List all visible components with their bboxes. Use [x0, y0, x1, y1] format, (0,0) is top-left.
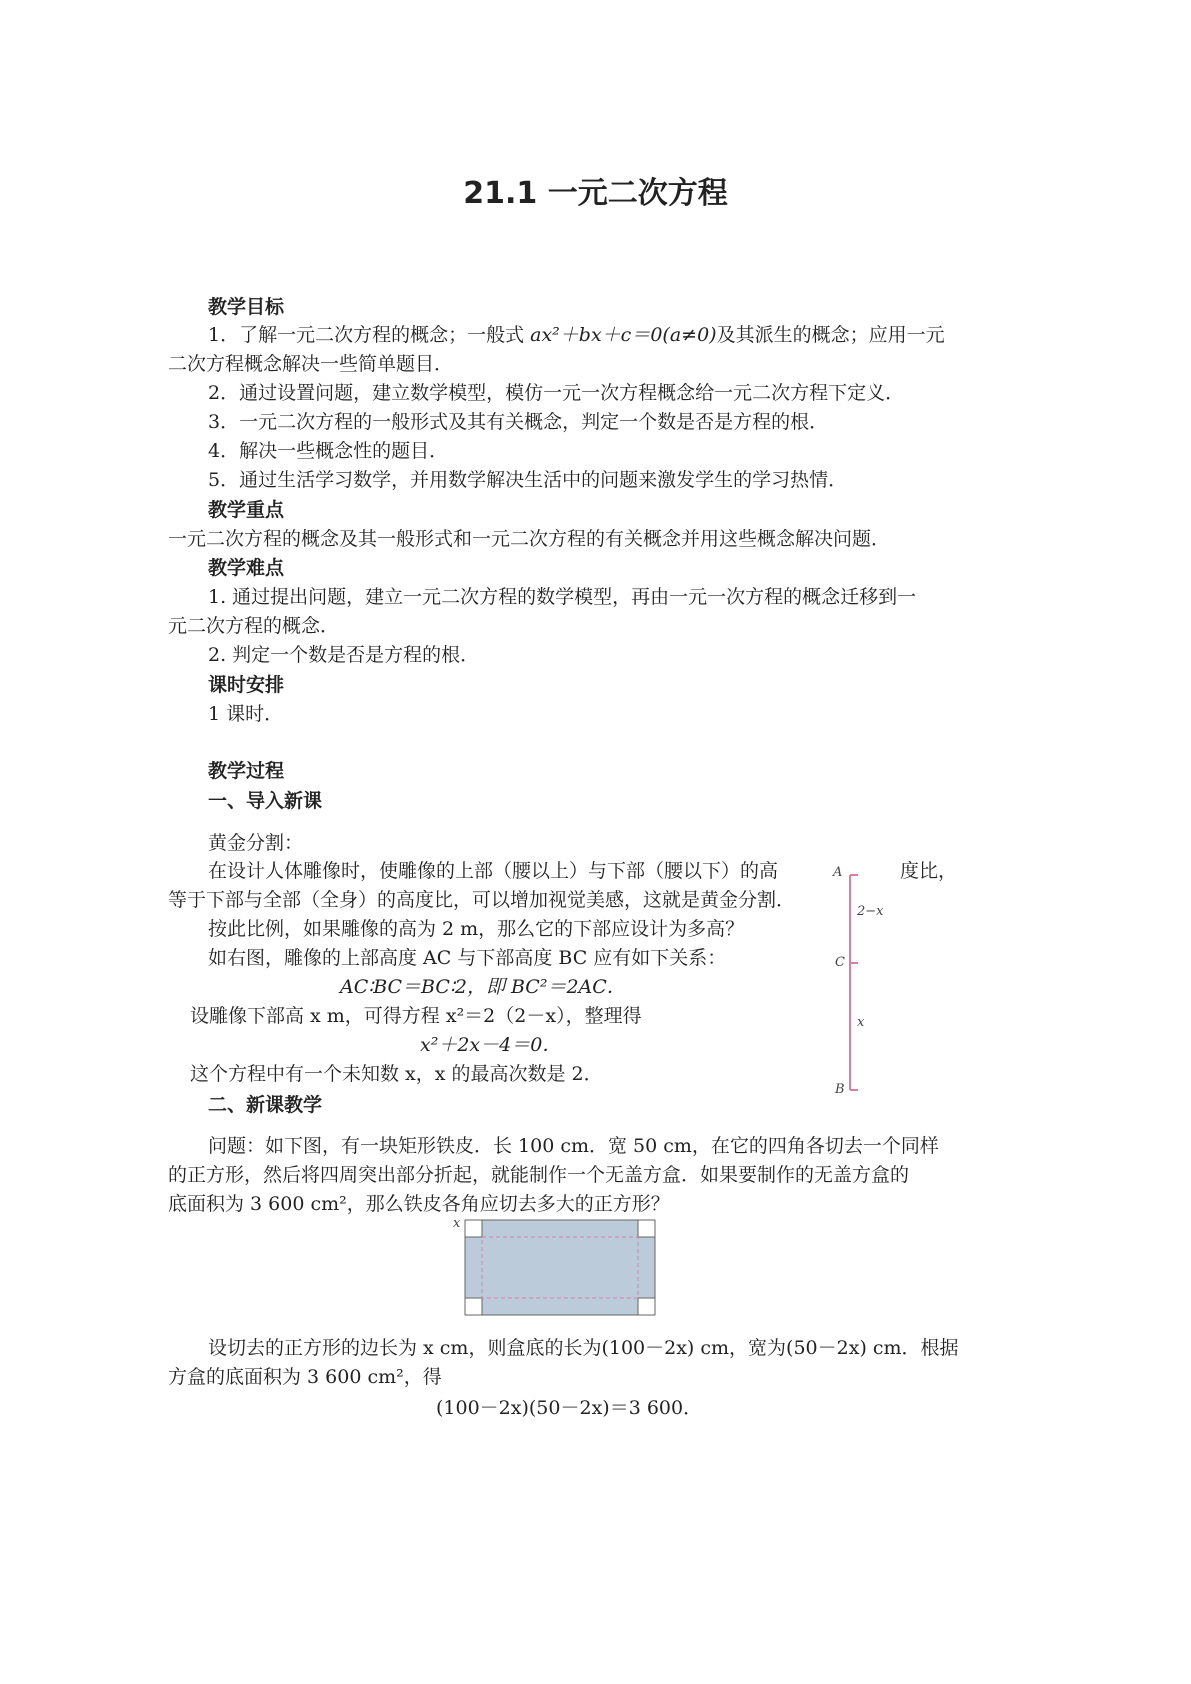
- solution-line-1: 设切去的正方形的边长为 x cm，则盒底的长为(100－2x) cm，宽为(50－2x) cm．根据: [208, 1337, 959, 1359]
- difficulties-heading: 教学难点: [208, 557, 285, 579]
- process-heading: 教学过程: [208, 760, 285, 782]
- problem-line-1: 问题：如下图，有一块矩形铁皮．长 100 cm．宽 50 cm，在它的四角各切去一个同样: [208, 1135, 939, 1157]
- goals-item-1-cont: 二次方程概念解决一些简单题目．: [168, 353, 454, 375]
- key-points-text: 一元二次方程的概念及其一般形式和一元二次方程的有关概念并用这些概念解决问题．: [168, 528, 891, 550]
- part1-paragraph-2: 按此比例，如果雕像的高为 2 m，那么它的下部应设计为多高？: [208, 918, 745, 940]
- goals-heading: 教学目标: [208, 296, 285, 318]
- problem-line-2: 的正方形，然后将四周突出部分折起，就能制作一个无盖方盒．如果要制作的无盖方盒的: [168, 1164, 910, 1186]
- point-A-label: A: [833, 865, 843, 880]
- schedule-heading: 课时安排: [208, 674, 285, 696]
- golden-ratio-label: 黄金分割：: [208, 832, 304, 854]
- general-form-formula: ax²＋bx＋c＝0(a≠0): [530, 324, 717, 346]
- corner-square-bl: [465, 1298, 482, 1315]
- goals-item-4: 4．解决一些概念性的题目．: [208, 440, 449, 462]
- statue-figure: [820, 860, 900, 1100]
- corner-square-br: [638, 1298, 655, 1315]
- iron-sheet-figure: [460, 1215, 660, 1320]
- part1-heading: 一、导入新课: [208, 790, 323, 812]
- corner-square-tr: [638, 1220, 655, 1237]
- difficulties-item-2: 2. 判定一个数是否是方程的根．: [208, 644, 480, 666]
- schedule-text: 1 课时．: [208, 703, 284, 725]
- part1-paragraph-4: 设雕像下部高 x m，可得方程 x²＝2（2－x），整理得: [190, 1005, 642, 1027]
- goals-item-5: 5．通过生活学习数学，并用数学解决生活中的问题来激发学生的学习热情．: [208, 469, 848, 491]
- ratio-equation: AC∶BC＝BC∶2，即 BC²＝2AC．: [340, 976, 626, 998]
- lower-part-label: x: [857, 1015, 865, 1030]
- part2-heading: 二、新课教学: [208, 1094, 323, 1116]
- part1-paragraph-1-tail: 度比，: [900, 860, 958, 882]
- part1-paragraph-5: 这个方程中有一个未知数 x，x 的最高次数是 2．: [190, 1063, 603, 1085]
- part1-paragraph-1: 在设计人体雕像时，使雕像的上部（腰以上）与下部（腰以下）的高: [208, 860, 779, 882]
- sheet-body: [465, 1220, 655, 1315]
- difficulties-item-1: 1. 通过提出问题，建立一元二次方程的数学模型，再由一元一次方程的概念迁移到一: [208, 586, 917, 608]
- page-title: 21.1 一元二次方程: [463, 176, 728, 211]
- goals-item-2: 2．通过设置问题，建立数学模型，模仿一元一次方程概念给一元二次方程下定义．: [208, 382, 905, 404]
- point-B-label: B: [835, 1082, 845, 1097]
- goals-item-1: 1．了解一元二次方程的概念；一般式 ax²＋bx＋c＝0(a≠0)及其派生的概念；应用一元: [208, 324, 945, 346]
- part1-paragraph-1-cont: 等于下部与全部（全身）的高度比，可以增加视觉美感，这就是黄金分割．: [168, 889, 796, 911]
- area-equation: (100－2x)(50－2x)＝3 600．: [436, 1397, 703, 1419]
- solution-line-2: 方盒的底面积为 3 600 cm²，得: [168, 1366, 442, 1388]
- part1-paragraph-3: 如右图，雕像的上部高度 AC 与下部高度 BC 应有如下关系：: [208, 947, 727, 969]
- goals-item-3: 3．一元二次方程的一般形式及其有关概念，判定一个数是否是方程的根．: [208, 411, 829, 433]
- key-points-heading: 教学重点: [208, 499, 285, 521]
- point-C-label: C: [835, 955, 845, 970]
- cut-size-label: x: [453, 1216, 461, 1231]
- difficulties-item-1-cont: 元二次方程的概念．: [168, 615, 340, 637]
- corner-square-tl: [465, 1220, 482, 1237]
- problem-line-3: 底面积为 3 600 cm²，那么铁皮各角应切去多大的正方形？: [168, 1193, 670, 1215]
- upper-part-label: 2−x: [857, 904, 884, 919]
- quadratic-equation: x²＋2x－4＝0．: [420, 1034, 562, 1056]
